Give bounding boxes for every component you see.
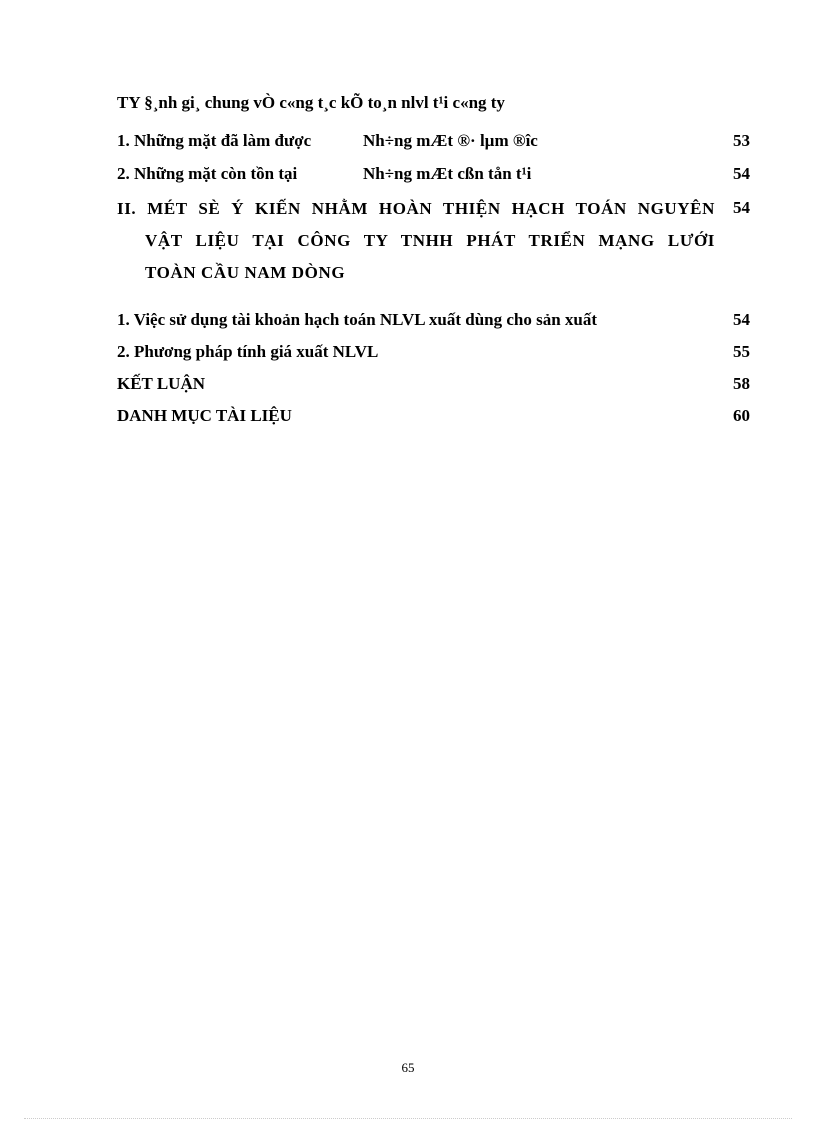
- toc-entry-conclusion: [117, 373, 205, 395]
- toc-entry-page-number: 60: [733, 406, 750, 425]
- toc-entry-shortcomings: [117, 163, 297, 185]
- toc-entry-page-number: 54: [733, 198, 750, 217]
- toc-entry-page-number: 54: [733, 164, 750, 183]
- toc-entry-achievements: [117, 130, 311, 152]
- toc-entry-label: 1. Những mặt đã làm được: [117, 131, 312, 150]
- toc-entry-page-number: 58: [733, 374, 750, 393]
- toc-entry-general-assessment: [117, 92, 505, 114]
- heading-line-1: II. MÉT SÈ Ý KIẾN NHẰM HOÀN THIỆN HẠCH TOÁN NGUYÊN: [117, 199, 715, 218]
- toc-entry-label: 2. Những mặt còn tồn tại: [117, 164, 298, 183]
- toc-section-heading-ii: [117, 193, 715, 289]
- page-number-footer: 65: [401, 1060, 415, 1075]
- toc-entry-page-number: 55: [733, 342, 750, 361]
- toc-entry-page-number: 54: [733, 310, 750, 329]
- toc-entry-achievements-alt: Nh÷ng mÆt ®· lµm ®îc: [363, 131, 538, 150]
- toc-entry-label: KẾT LUẬN: [117, 374, 206, 393]
- toc-entry-pricing-method: [117, 341, 378, 363]
- heading-line-2: VẬT LIỆU TẠI CÔNG TY TNHH PHÁT TRIỂN MẠNG LƯỚI: [145, 231, 715, 250]
- toc-entry-page-number: 53: [733, 131, 750, 150]
- toc-entry-references: [117, 405, 292, 427]
- toc-entry-label: 1. Việc sử dụng tài khoản hạch toán NLVL xuất dùng cho sản xuất: [117, 310, 598, 329]
- heading-line-3: TOÀN CẦU NAM DÒNG: [145, 263, 346, 282]
- toc-entry-label: TY §¸nh gi¸ chung vÒ c«ng t¸c kÕ to¸n nlvl t¹i c«ng ty: [117, 93, 505, 112]
- toc-entry-label: 2. Phương pháp tính giá xuất NLVL: [117, 342, 379, 361]
- page-bottom-divider: [24, 1118, 792, 1119]
- toc-entry-shortcomings-alt: Nh÷ng mÆt cßn tån t¹i: [363, 164, 532, 183]
- toc-entry-label: DANH MỤC TÀI LIỆU: [117, 406, 292, 425]
- toc-entry-account-usage: [117, 309, 597, 331]
